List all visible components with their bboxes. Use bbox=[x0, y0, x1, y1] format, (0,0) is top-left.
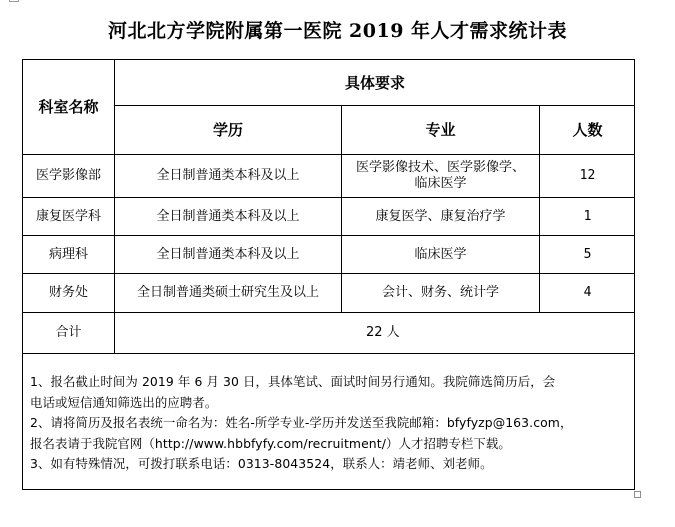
table-row-count: 1 bbox=[583, 208, 592, 224]
table-row-education: 全日制普通类本科及以上 bbox=[156, 246, 300, 262]
page-title: 河北北方学院附属第一医院 2019 年人才需求统计表 bbox=[107, 20, 568, 42]
header-major: 专业 bbox=[425, 121, 456, 139]
major-line: 医学影像技术、医学影像学、 bbox=[355, 160, 525, 175]
major-line: 临床医学 bbox=[414, 176, 467, 191]
note-line: 2、请将简历及报名表统一命名为：姓名-所学专业-学历并发送至我院邮箱：bfyfyzp@163.com， bbox=[30, 415, 573, 430]
table-row-education: 全日制普通类本科及以上 bbox=[156, 208, 300, 224]
header-education: 学历 bbox=[212, 121, 243, 139]
header-requirements: 具体要求 bbox=[344, 73, 405, 92]
table-row-department: 病理科 bbox=[48, 246, 88, 262]
table-row-major: 会计、财务、统计学 bbox=[381, 285, 499, 300]
table-row-education: 全日制普通类本科及以上 bbox=[156, 168, 300, 183]
notes-section bbox=[30, 372, 630, 475]
table-row-department: 医学影像部 bbox=[35, 168, 101, 183]
table-row-count: 4 bbox=[583, 285, 592, 300]
total-value: 22 人 bbox=[366, 325, 400, 340]
note-line: 3、如有特殊情况，可拨打联系电话：0313-8043524，联系人：靖老师、刘老师。 bbox=[30, 456, 493, 471]
divider bbox=[23, 353, 635, 354]
header-department: 科室名称 bbox=[38, 98, 99, 116]
table-row-major bbox=[342, 155, 539, 197]
table-row-department: 财务处 bbox=[48, 285, 88, 300]
note-line: 报名表请于我院官网（http://www.hbbfyfy.com/recruitment/）人才招聘专栏下载。 bbox=[30, 435, 511, 451]
note-line: 电话或短信通知筛选出的应聘者。 bbox=[30, 394, 218, 410]
table-resize-handle[interactable] bbox=[634, 491, 641, 498]
note-line: 1、报名截止时间为 2019 年 6 月 30 日，具体笔试、面试时间另行通知。我院筛选简历后，会 bbox=[30, 374, 556, 389]
table-row-major: 临床医学 bbox=[414, 246, 467, 262]
table-row-education: 全日制普通类硕士研究生及以上 bbox=[136, 285, 319, 300]
table-row-major: 康复医学、康复治疗学 bbox=[375, 208, 506, 224]
total-label: 合计 bbox=[55, 325, 82, 340]
table-row-count: 12 bbox=[579, 168, 596, 183]
header-count: 人数 bbox=[572, 121, 603, 139]
table-row-count: 5 bbox=[583, 246, 592, 262]
table-move-handle[interactable] bbox=[9, 0, 19, 2]
table-row-department: 康复医学科 bbox=[35, 208, 101, 224]
